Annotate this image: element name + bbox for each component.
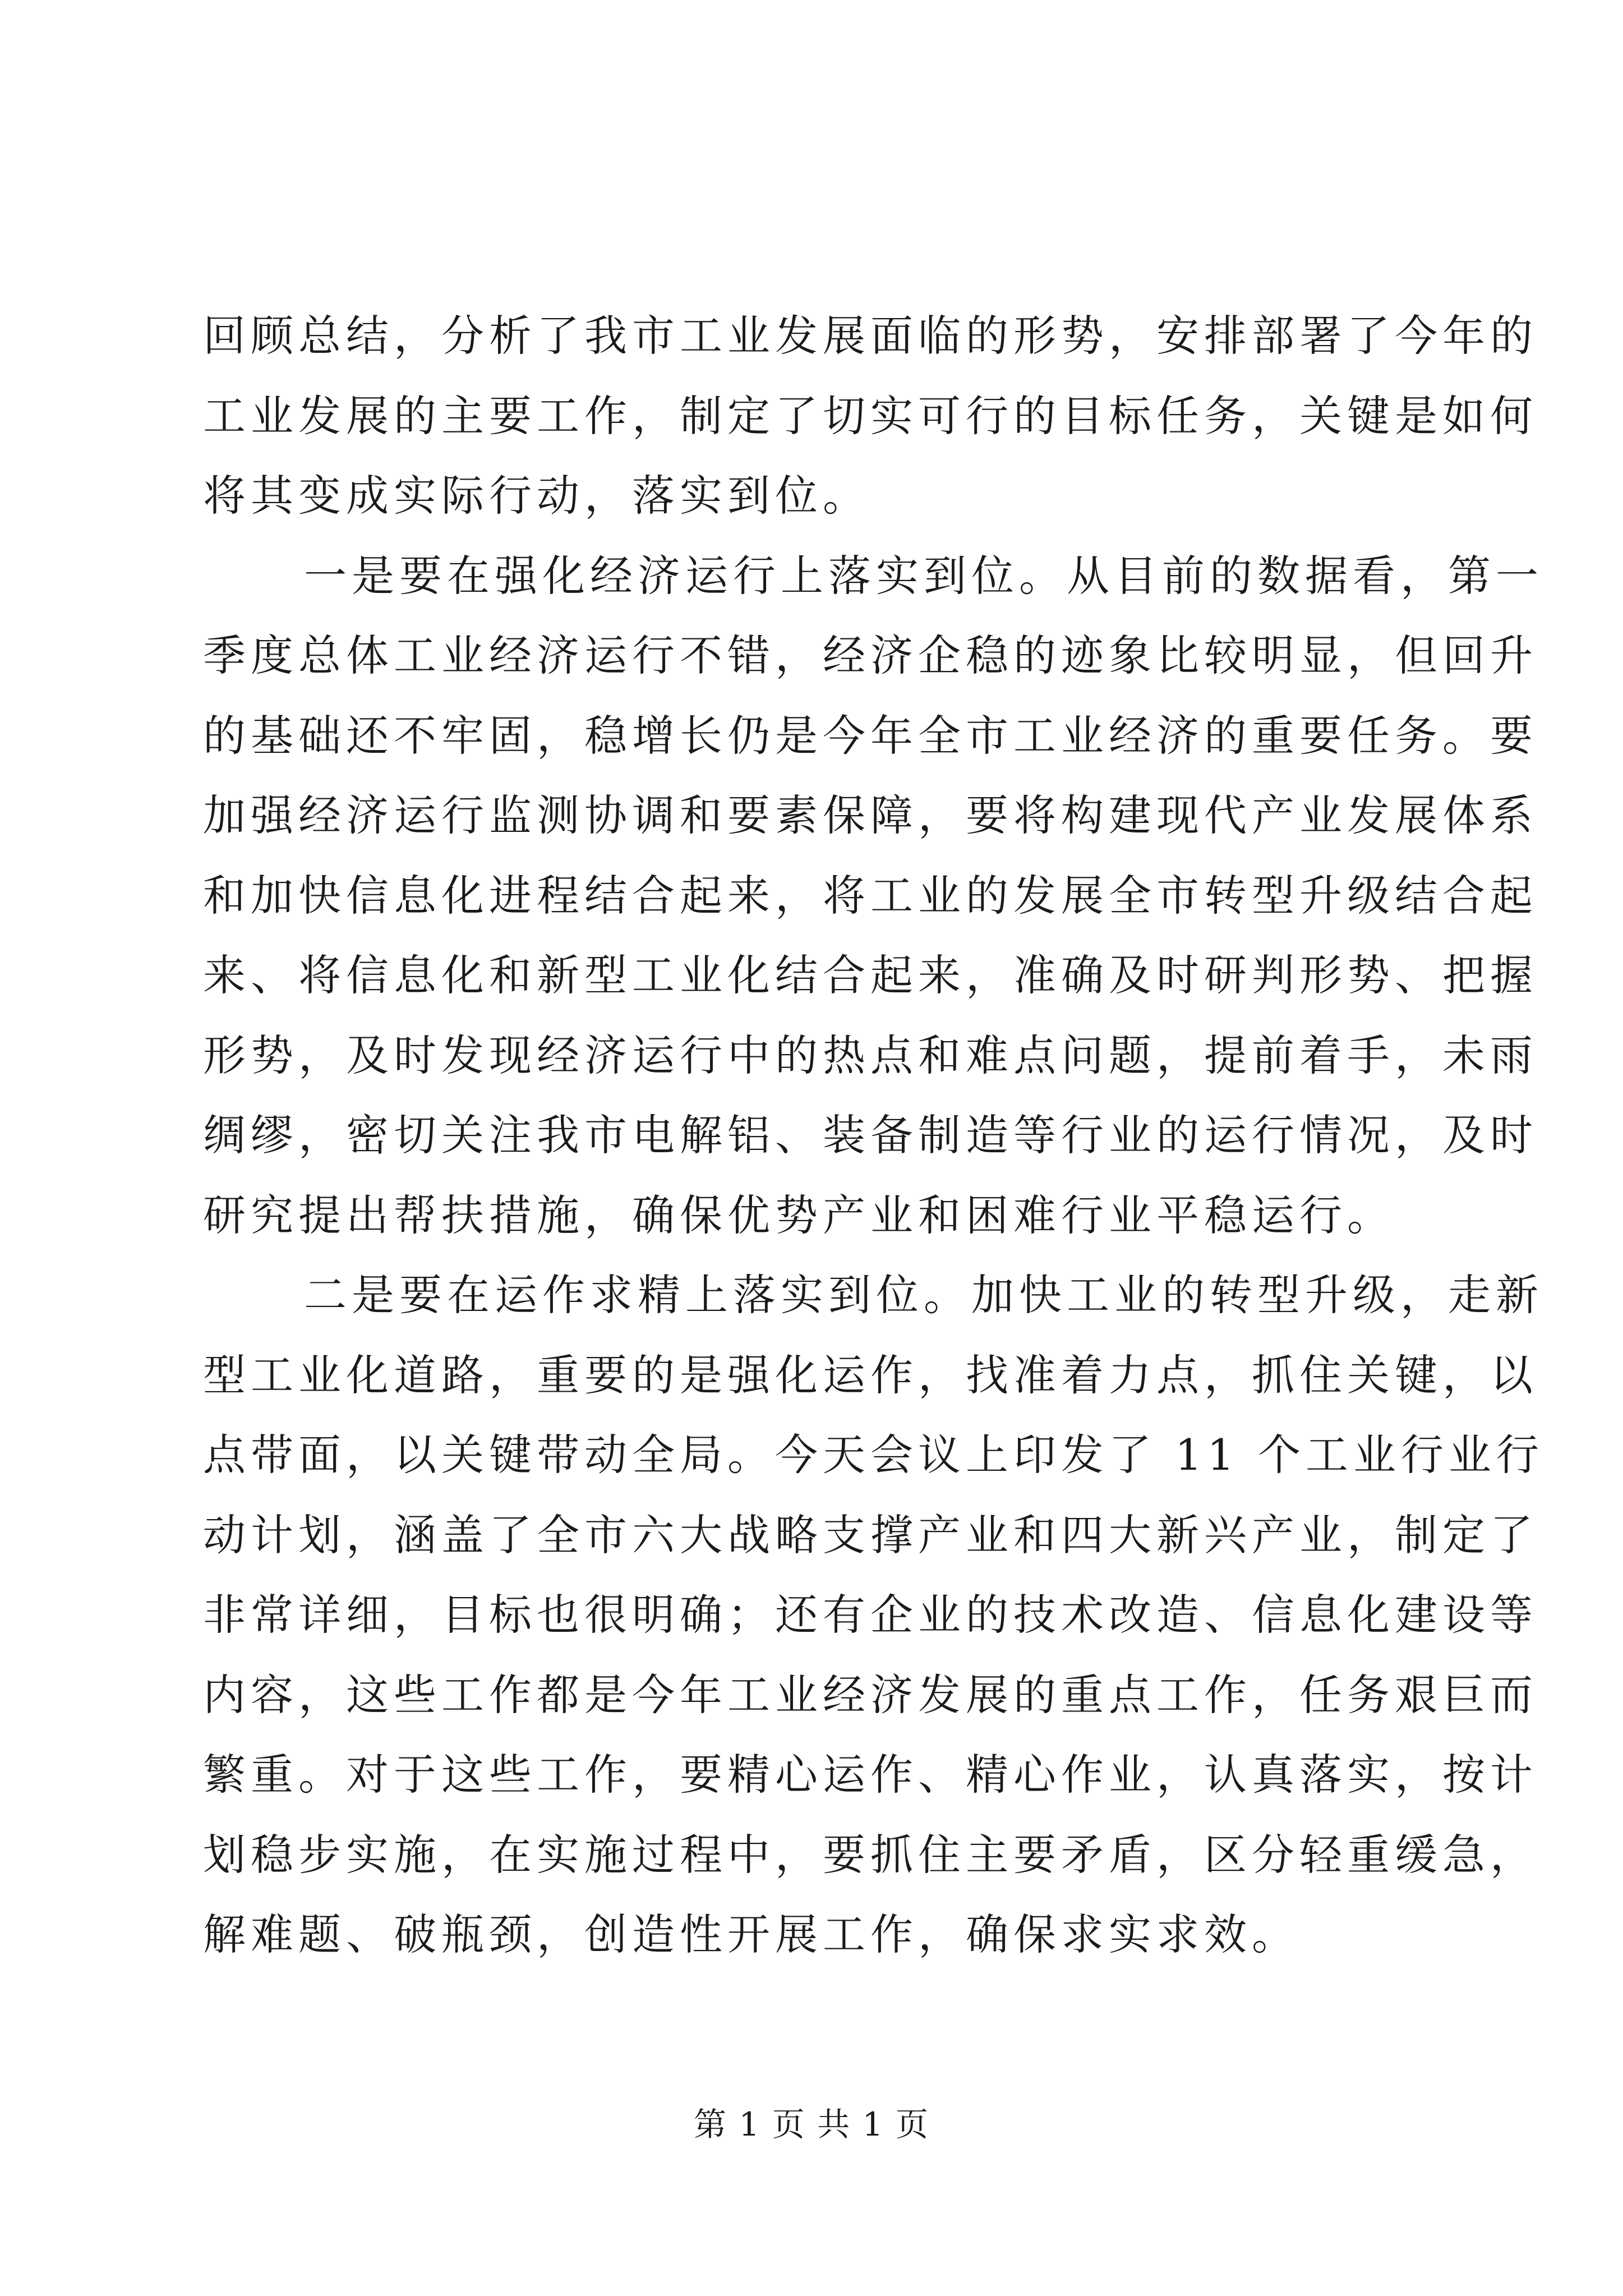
page-number-footer: 第 1 页 共 1 页 <box>694 2105 929 2143</box>
paragraph-2 <box>203 536 1543 1256</box>
text-line: 非常详细，目标也很明确；还有企业的技术改造、信息化建设等 <box>203 1590 1538 1640</box>
text-line: 回顾总结，分析了我市工业发展面临的形势，安排部署了今年的 <box>203 311 1538 361</box>
text-line: 内容，这些工作都是今年工业经济发展的重点工作，任务艰巨而 <box>203 1669 1538 1720</box>
text-line: 二是要在运作求精上落实到位。加快工业的转型升级，走新 <box>304 1270 1543 1320</box>
text-line: 的基础还不牢固，稳增长仍是今年全市工业经济的重要任务。要 <box>203 710 1538 761</box>
text-line: 季度总体工业经济运行不错，经济企稳的迹象比较明显，但回升 <box>203 631 1538 680</box>
document-body <box>203 296 1544 1975</box>
text-line: 将其变成实际行动，落实到位。 <box>203 471 870 521</box>
text-line: 繁重。对于这些工作，要精心运作、精心作业，认真落实，按计 <box>203 1750 1538 1800</box>
paragraph-3 <box>203 1255 1544 1975</box>
text-line: 来、将信息化和新型工业化结合起来，准确及时研判形势、把握 <box>203 950 1538 1000</box>
text-line: 一是要在强化经济运行上落实到位。从目前的数据看，第一 <box>304 550 1543 601</box>
paragraph-1 <box>203 296 1538 536</box>
text-line: 解难题、破瓶颈，创造性开展工作，确保求实求效。 <box>203 1910 1299 1959</box>
text-line: 点带面，以关键带动全局。今天会议上印发了 11 个工业行业行 <box>203 1430 1544 1480</box>
text-line: 动计划，涵盖了全市六大战略支撑产业和四大新兴产业，制定了 <box>203 1510 1538 1560</box>
text-line: 划稳步实施，在实施过程中，要抓住主要矛盾，区分轻重缓急， <box>203 1829 1538 1880</box>
text-line: 形势，及时发现经济运行中的热点和难点问题，提前着手，未雨 <box>203 1030 1538 1080</box>
text-line: 和加快信息化进程结合起来，将工业的发展全市转型升级结合起 <box>203 870 1538 921</box>
text-line: 研究提出帮扶措施，确保优势产业和困难行业平稳运行。 <box>203 1190 1395 1240</box>
text-line: 型工业化道路，重要的是强化运作，找准着力点，抓住关键，以 <box>203 1350 1538 1400</box>
text-line: 绸缪，密切关注我市电解铝、装备制造等行业的运行情况，及时 <box>203 1110 1538 1160</box>
text-line: 工业发展的主要工作，制定了切实可行的目标任务，关键是如何 <box>203 390 1538 441</box>
text-line: 加强经济运行监测协调和要素保障，要将构建现代产业发展体系 <box>203 790 1538 840</box>
